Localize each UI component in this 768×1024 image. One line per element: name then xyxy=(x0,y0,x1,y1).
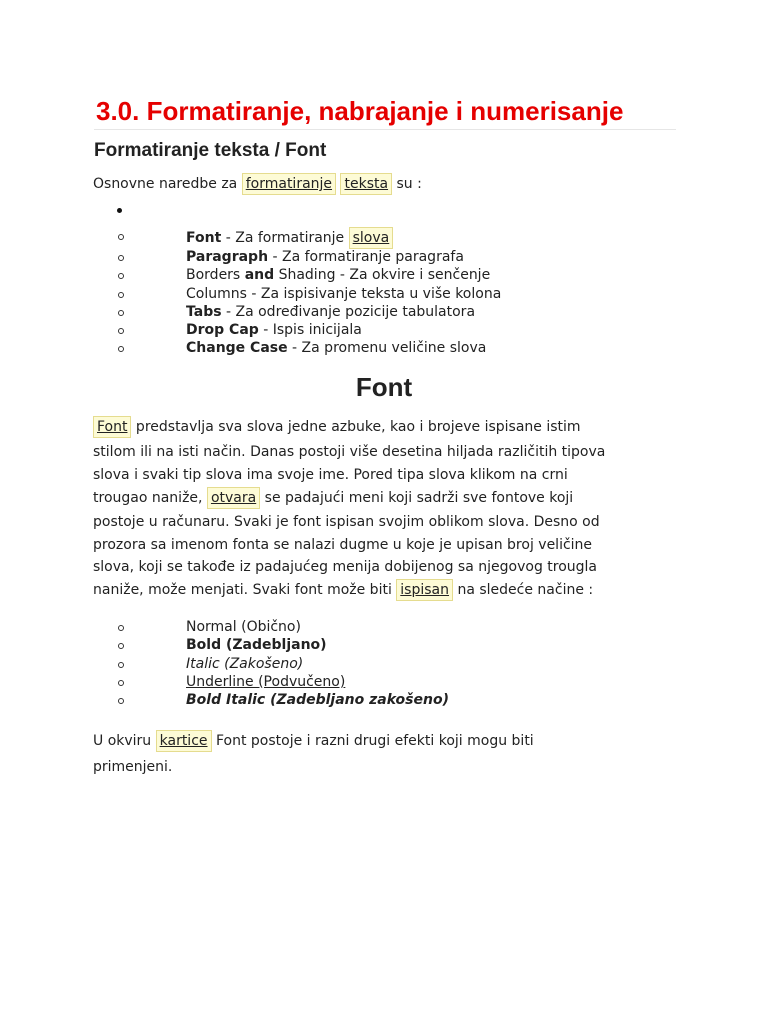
style-normal: Normal (Obično) xyxy=(186,619,301,635)
link-slova[interactable]: slova xyxy=(349,227,394,249)
style-italic: Italic (Zakošeno) xyxy=(186,656,304,672)
link-kartice[interactable]: kartice xyxy=(156,730,212,752)
item-name: Drop Cap xyxy=(186,322,259,338)
paragraph-text: Font postoje i razni drugi efekti koji mogu biti xyxy=(211,733,534,749)
list-item xyxy=(0,227,768,245)
paragraph-text: na sledeće načine : xyxy=(453,582,594,598)
title-divider xyxy=(94,129,676,130)
link-teksta[interactable]: teksta xyxy=(340,173,392,195)
list-item xyxy=(0,655,768,673)
circle-bullet-icon xyxy=(118,328,124,334)
list-item xyxy=(0,618,768,636)
list-item xyxy=(0,285,768,303)
paragraph-text: predstavlja sva slova jedne azbuke, kao i brojeve ispisane istim xyxy=(131,419,581,435)
paragraph-line: prozora sa imenom fonta se nalazi dugme u koje je upisan broj veličine xyxy=(93,537,593,553)
style-bold: Bold (Zadebljano) xyxy=(186,637,327,653)
circle-bullet-icon xyxy=(118,292,124,298)
link-otvara[interactable]: otvara xyxy=(207,487,260,509)
circle-bullet-icon xyxy=(118,273,124,279)
item-desc: Shading - Za okvire i senčenje xyxy=(274,267,491,283)
item-desc: - Za određivanje pozicije tabulatora xyxy=(221,304,476,320)
list-item xyxy=(0,248,768,266)
paragraph-line: slova i svaki tip slova ima svoje ime. Pored tipa slova klikom na crni xyxy=(93,467,568,483)
item-desc: - Za formatiranje xyxy=(221,230,349,246)
list-item xyxy=(0,266,768,284)
intro-text-end: su : xyxy=(396,176,422,192)
circle-bullet-icon xyxy=(118,346,124,352)
paragraph-line xyxy=(93,416,581,438)
paragraph-line: stilom ili na isti način. Danas postoji više desetina hiljada različitih tipova xyxy=(93,444,606,460)
item-desc: - Za promenu veličine slova xyxy=(287,340,487,356)
item-desc: - Za formatiranje paragrafa xyxy=(268,249,464,265)
paragraph-line xyxy=(93,487,573,509)
circle-bullet-icon xyxy=(118,310,124,316)
circle-bullet-icon xyxy=(118,698,124,704)
item-name: Tabs xyxy=(186,304,222,320)
paragraph-text: se padajući meni koji sadrži sve fontove koji xyxy=(260,490,574,506)
intro-text: Osnovne naredbe za xyxy=(93,176,238,192)
list-item xyxy=(0,673,768,691)
item-name: Change Case xyxy=(186,340,288,356)
circle-bullet-icon xyxy=(118,643,124,649)
list-item xyxy=(0,303,768,321)
item-desc: Columns - Za ispisivanje teksta u više kolona xyxy=(186,286,502,302)
style-bold-italic: Bold Italic (Zadebljano zakošeno) xyxy=(186,692,449,708)
circle-bullet-icon xyxy=(118,662,124,668)
paragraph-line xyxy=(93,579,593,601)
item-name: Paragraph xyxy=(186,249,269,265)
intro-line xyxy=(93,173,422,195)
style-underline: Underline (Podvučeno) xyxy=(186,674,346,690)
item-name: Font xyxy=(186,230,222,246)
paragraph-text: U okviru xyxy=(93,733,156,749)
link-formatiranje[interactable]: formatiranje xyxy=(242,173,336,195)
item-name: and xyxy=(244,267,275,283)
circle-bullet-icon xyxy=(118,625,124,631)
paragraph-text: naniže, može menjati. Svaki font može biti xyxy=(93,582,397,598)
paragraph-text: trougao naniže, xyxy=(93,490,207,506)
page-title: 3.0. Formatiranje, nabrajanje i numerisanje xyxy=(96,96,624,126)
link-ispisan[interactable]: ispisan xyxy=(396,579,453,601)
paragraph-line: slova, koji se takođe iz padajućeg menija dobijenog sa njegovog trougla xyxy=(93,559,598,575)
list-item xyxy=(0,691,768,709)
paragraph-line: primenjeni. xyxy=(93,759,173,775)
circle-bullet-icon xyxy=(118,255,124,261)
item-prefix: Borders xyxy=(186,267,245,283)
paragraph-line: postoje u računaru. Svaki je font ispisan svojim oblikom slova. Desno od xyxy=(93,514,600,530)
circle-bullet-icon xyxy=(118,234,124,240)
font-section-title: Font xyxy=(355,372,413,402)
circle-bullet-icon xyxy=(118,680,124,686)
list-item xyxy=(0,321,768,339)
paragraph-line xyxy=(93,730,534,752)
bullet-dot xyxy=(117,208,122,213)
item-desc: - Ispis inicijala xyxy=(258,322,362,338)
section-heading: Formatiranje teksta / Font xyxy=(94,140,327,161)
list-item xyxy=(0,339,768,357)
list-item xyxy=(0,636,768,654)
link-font[interactable]: Font xyxy=(93,416,131,438)
